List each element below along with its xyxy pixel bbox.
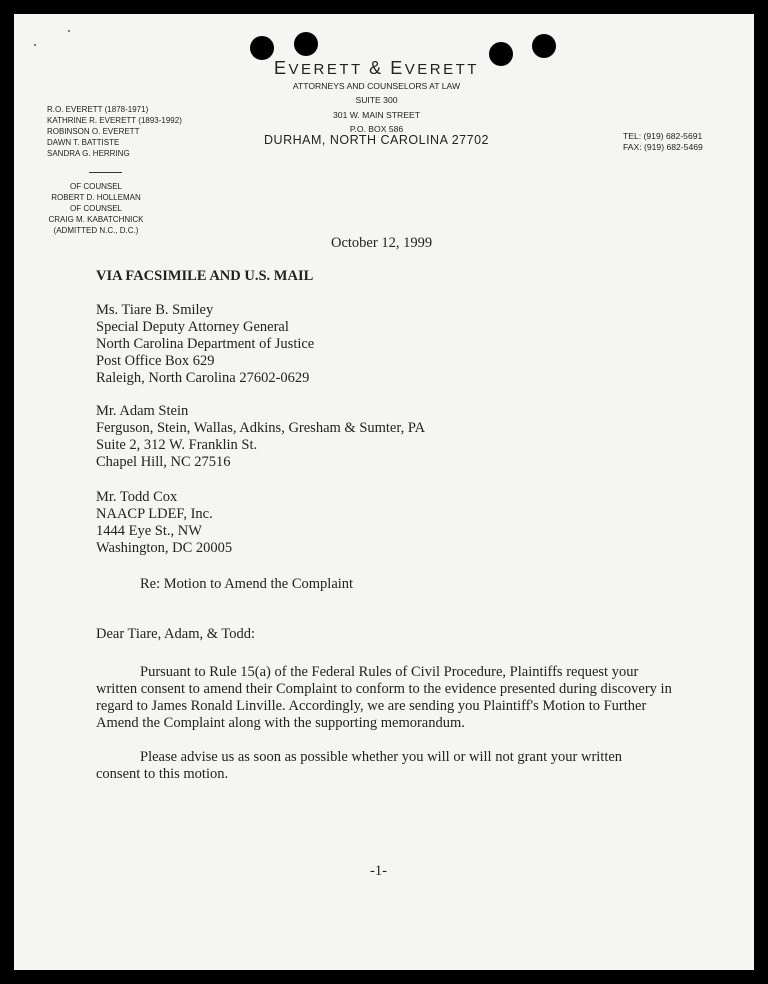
fax-number: FAX: (919) 682-5469	[623, 142, 703, 152]
recipient-block-cox	[96, 489, 232, 557]
speck-2	[68, 30, 70, 32]
address-line: Ms. Tiare B. Smiley	[96, 302, 214, 318]
address-line: North Carolina Department of Justice	[96, 336, 315, 352]
address-line: Mr. Todd Cox	[96, 489, 178, 505]
attorney-name: DAWN T. BATTISTE	[47, 138, 120, 147]
of-counsel-list	[36, 181, 156, 236]
firm-suite: SUITE 300	[355, 95, 398, 105]
punch-hole-2	[294, 32, 318, 56]
attorney-name: R.O. EVERETT (1878-1971)	[47, 105, 149, 114]
attorney-name: SANDRA G. HERRING	[47, 149, 130, 158]
address-line: Ferguson, Stein, Wallas, Adkins, Gresham & Sumter, PA	[96, 420, 426, 436]
recipient-block-stein	[96, 403, 425, 471]
address-line: Chapel Hill, NC 27516	[96, 454, 231, 470]
of-counsel-line: CRAIG M. KABATCHNICK	[48, 215, 144, 224]
address-line: NAACP LDEF, Inc.	[96, 506, 213, 522]
firm-name: EVERETT & EVERETT	[274, 58, 479, 78]
firm-street: 301 W. MAIN STREET	[333, 110, 420, 120]
address-line: Raleigh, North Carolina 27602-0629	[96, 370, 310, 386]
address-line: Special Deputy Attorney General	[96, 319, 289, 335]
attorney-name: ROBINSON O. EVERETT	[47, 127, 140, 136]
body-paragraph-2: Please advise us as soon as possible whether you will or will not grant your written consent to this motion.	[96, 749, 623, 782]
speck-1	[34, 44, 36, 46]
address-line: Suite 2, 312 W. Franklin St.	[96, 437, 258, 453]
of-counsel-line: ROBERT D. HOLLEMAN	[51, 193, 141, 202]
firm-subtitle: ATTORNEYS AND COUNSELORS AT LAW	[292, 81, 461, 91]
address-line: Washington, DC 20005	[96, 540, 233, 556]
attorney-list	[47, 104, 182, 159]
firm-city: DURHAM, NORTH CAROLINA 27702	[264, 133, 489, 147]
delivery-method: VIA FACSIMILE AND U.S. MAIL	[96, 268, 314, 284]
attorney-name: KATHRINE R. EVERETT (1893-1992)	[47, 116, 182, 125]
subject-line: Re: Motion to Amend the Complaint	[140, 576, 354, 592]
recipient-block-smiley	[96, 302, 314, 387]
address-line: 1444 Eye St., NW	[96, 523, 202, 539]
attorney-divider	[89, 172, 122, 173]
salutation: Dear Tiare, Adam, & Todd:	[96, 626, 256, 642]
of-counsel-line: (ADMITTED N.C., D.C.)	[53, 226, 139, 235]
address-line: Mr. Adam Stein	[96, 403, 189, 419]
punch-hole-1	[250, 36, 274, 60]
letter-page	[14, 14, 754, 970]
firm-po-box: P.O. BOX 586	[349, 124, 404, 134]
body-paragraph-1: Pursuant to Rule 15(a) of the Federal Rules of Civil Procedure, Plaintiffs request your written consent to amend their Complaint to conform to the evidence presented during discovery in regard to James Ronald Linville. Accordingly, we are sending you Plaintiff's Motion to Further Amend the Complaint along with the supporting memorandum.	[96, 664, 672, 731]
address-line: Post Office Box 629	[96, 353, 215, 369]
punch-hole-4	[532, 34, 556, 58]
letter-date: October 12, 1999	[331, 235, 433, 251]
of-counsel-line: OF COUNSEL	[69, 204, 122, 213]
tel-number: TEL: (919) 682-5691	[623, 131, 703, 141]
page-number: -1-	[370, 863, 387, 879]
of-counsel-line: OF COUNSEL	[69, 182, 122, 191]
